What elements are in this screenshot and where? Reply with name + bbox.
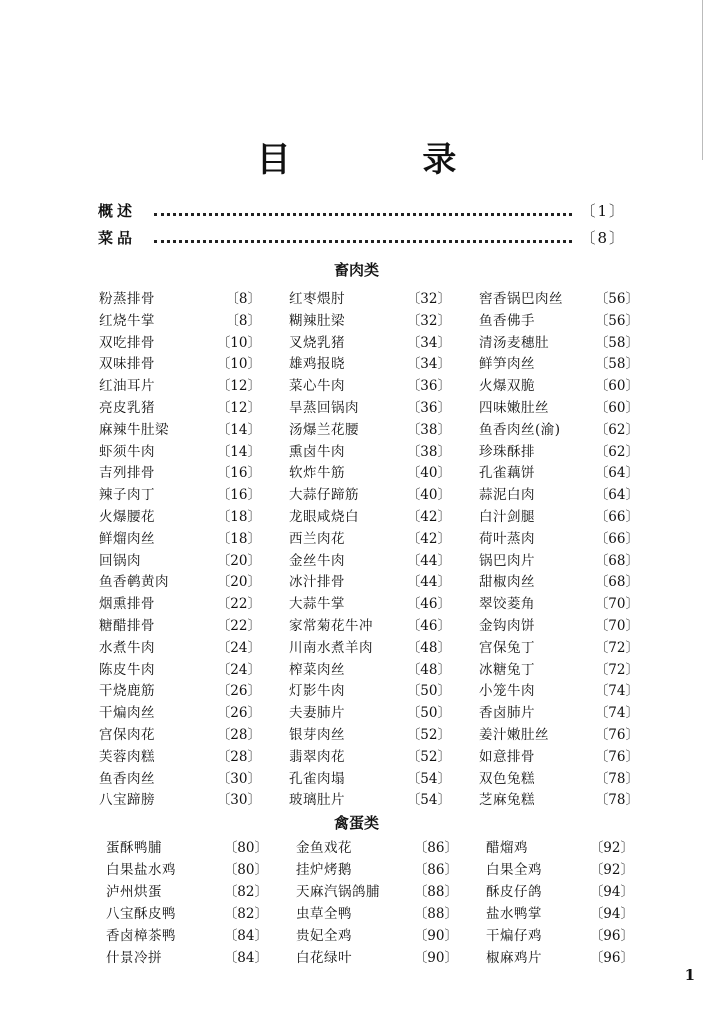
dish-page-number: 〔28〕 [216, 748, 261, 765]
dish-name: 粉蒸排骨 [99, 291, 155, 307]
dish-name: 榨菜肉丝 [289, 661, 345, 678]
toc-entry[interactable] [479, 527, 639, 549]
toc-entry[interactable] [289, 396, 479, 418]
toc-entry[interactable] [479, 592, 639, 614]
dish-page-number: 〔78〕 [594, 792, 639, 809]
dish-page-number: 〔52〕 [406, 726, 451, 743]
toc-entry[interactable] [106, 836, 296, 858]
toc-line-dishes[interactable] [98, 226, 626, 248]
dish-page-number: 〔82〕 [223, 884, 268, 900]
toc-entry[interactable] [289, 549, 479, 571]
dish-name: 四味嫩肚丝 [479, 399, 549, 416]
toc-entry[interactable] [289, 505, 479, 527]
toc-entry[interactable] [99, 745, 289, 767]
dish-name: 鱼香肉丝(渝) [479, 421, 561, 438]
toc-entry[interactable] [289, 374, 479, 396]
dish-page-number: 〔42〕 [406, 530, 451, 547]
toc-entry[interactable] [106, 924, 296, 946]
dish-page-number: 〔66〕 [594, 530, 639, 547]
dish-page-number: 〔34〕 [406, 334, 451, 351]
toc-entry[interactable] [289, 287, 479, 309]
dish-page-number: 〔92〕 [589, 862, 634, 878]
dish-name: 虾须牛肉 [99, 443, 155, 460]
toc-entry[interactable] [479, 396, 639, 418]
toc-entry[interactable] [479, 570, 639, 592]
dish-page-number: 〔10〕 [216, 334, 261, 351]
toc-entry[interactable] [479, 309, 639, 331]
toc-entry[interactable] [99, 440, 289, 462]
toc-entry[interactable] [106, 858, 296, 880]
dish-page-number: 〔44〕 [406, 574, 451, 591]
dish-page-number: 〔78〕 [594, 770, 639, 787]
dish-page-number: 〔14〕 [216, 443, 261, 460]
dish-page-number: 〔40〕 [406, 487, 451, 504]
toc-entry[interactable] [289, 527, 479, 549]
dish-name: 西兰肉花 [289, 530, 345, 547]
dish-page-number: 〔80〕 [223, 862, 268, 878]
dish-name: 如意排骨 [479, 748, 535, 765]
dish-page-number: 〔24〕 [216, 639, 261, 656]
dish-name: 宫保兔丁 [479, 639, 535, 656]
dish-name: 家常菊花牛冲 [289, 617, 373, 634]
dish-name: 鱼香鹌黄肉 [99, 574, 169, 591]
dish-page-number: 〔90〕 [413, 928, 458, 944]
toc-entry[interactable] [289, 592, 479, 614]
dish-name: 姜汁嫩肚丝 [479, 726, 549, 743]
dish-page-number: 〔32〕 [406, 312, 451, 329]
dish-page-number: 〔26〕 [216, 683, 261, 700]
toc-entry[interactable] [289, 440, 479, 462]
dish-page-number: 〔50〕 [406, 705, 451, 722]
dish-name: 辣子肉丁 [99, 487, 155, 504]
toc-entry[interactable] [479, 331, 639, 353]
toc-entry[interactable] [479, 745, 639, 767]
toc-entry[interactable] [99, 592, 289, 614]
dish-page-number: 〔64〕 [594, 487, 639, 504]
dish-page-number: 〔72〕 [594, 639, 639, 656]
toc-entry[interactable] [289, 614, 479, 636]
dish-name: 叉烧乳猪 [289, 334, 345, 351]
dish-page-number: 〔90〕 [413, 950, 458, 966]
dish-page-number: 〔18〕 [216, 530, 261, 547]
dish-name: 糊辣肚梁 [289, 312, 345, 329]
toc-entry[interactable] [106, 946, 296, 968]
dish-name: 干煸仔鸡 [486, 928, 542, 944]
dish-name: 亮皮乳猪 [99, 399, 155, 416]
toc-entry[interactable] [479, 461, 639, 483]
dish-name: 双味排骨 [99, 356, 155, 373]
dish-page-number: 〔54〕 [406, 792, 451, 809]
dish-page-number: 〔76〕 [594, 748, 639, 765]
dish-page-number: 〔20〕 [216, 574, 261, 591]
dish-name: 双色兔糕 [479, 770, 535, 787]
dish-name: 红烧牛掌 [99, 312, 155, 329]
dish-page-number: 〔56〕 [594, 291, 639, 307]
dish-page-number: 〔42〕 [406, 508, 451, 525]
dish-name: 挂炉烤鹅 [296, 862, 352, 878]
dish-page-number: 〔10〕 [216, 356, 261, 373]
dish-page-number: 〔46〕 [406, 617, 451, 634]
dish-name: 荷叶蒸肉 [479, 530, 535, 547]
toc-entry[interactable] [99, 483, 289, 505]
section-grid-meat [99, 287, 639, 810]
dish-name: 八宝蹄膀 [99, 792, 155, 809]
toc-label: 概述 [98, 202, 137, 220]
dish-name: 蒜泥白肉 [479, 487, 535, 504]
dish-page-number: 〔74〕 [594, 683, 639, 700]
dish-page-number: 〔30〕 [216, 792, 261, 809]
dish-name: 银芽肉丝 [289, 726, 345, 743]
dish-page-number: 〔54〕 [406, 770, 451, 787]
dish-name: 蛋酥鸭脯 [106, 840, 162, 856]
dish-name: 大蒜仔蹄筋 [289, 487, 359, 504]
toc-label: 菜品 [98, 229, 137, 247]
toc-entry[interactable] [479, 636, 639, 658]
dish-name: 芙蓉肉糕 [99, 748, 155, 765]
dot-leader [154, 240, 572, 243]
toc-entry[interactable] [99, 723, 289, 745]
dish-name: 香卤樟茶鸭 [106, 928, 176, 944]
dish-page-number: 〔30〕 [216, 770, 261, 787]
dish-page-number: 〔94〕 [589, 884, 634, 900]
dish-page-number: 〔20〕 [216, 552, 261, 569]
toc-entry[interactable] [99, 374, 289, 396]
dish-name: 锅巴肉片 [479, 552, 535, 569]
dish-name: 孔雀肉塌 [289, 770, 345, 787]
toc-entry[interactable] [486, 902, 634, 924]
dish-name: 双吃排骨 [99, 334, 155, 351]
dish-name: 酥皮仔鸽 [486, 884, 542, 900]
toc-entry[interactable] [479, 658, 639, 680]
dish-page-number: 〔48〕 [406, 661, 451, 678]
dish-page-number: 〔36〕 [406, 378, 451, 395]
dish-page-number: 〔12〕 [216, 399, 261, 416]
toc-entry[interactable] [289, 352, 479, 374]
dish-page-number: 〔86〕 [413, 862, 458, 878]
dish-page-number: 〔38〕 [406, 443, 451, 460]
dish-page-number: 〔36〕 [406, 399, 451, 416]
dish-page-number: 〔62〕 [594, 443, 639, 460]
toc-entry[interactable] [479, 352, 639, 374]
dish-name: 香卤肺片 [479, 705, 535, 722]
dish-name: 玻璃肚片 [289, 792, 345, 809]
dish-page-number: 〔18〕 [216, 508, 261, 525]
dish-page-number: 〔76〕 [594, 726, 639, 743]
dish-name: 金丝牛肉 [289, 552, 345, 569]
dish-name: 白果盐水鸡 [106, 862, 176, 878]
dish-name: 鱼香肉丝 [99, 770, 155, 787]
dish-page-number: 〔84〕 [223, 950, 268, 966]
dish-name: 鲜熘肉丝 [99, 530, 155, 547]
dish-page-number: 〔88〕 [413, 906, 458, 922]
dish-name: 甜椒肉丝 [479, 574, 535, 591]
dish-page-number: 〔40〕 [406, 465, 451, 482]
toc-entry[interactable] [99, 570, 289, 592]
toc-entry[interactable] [99, 418, 289, 440]
dish-name: 泸州烘蛋 [106, 884, 162, 900]
dish-page-number: 〔60〕 [594, 399, 639, 416]
toc-entry[interactable] [99, 767, 289, 789]
dish-page-number: 〔64〕 [594, 465, 639, 482]
dish-name: 灯影牛肉 [289, 683, 345, 700]
toc-entry[interactable] [479, 614, 639, 636]
dish-name: 椒麻鸡片 [486, 950, 542, 966]
dish-name: 醋熘鸡 [486, 840, 528, 856]
dish-name: 川南水煮羊肉 [289, 639, 373, 656]
dish-name: 红枣煨肘 [289, 291, 345, 307]
toc-entry[interactable] [99, 788, 289, 810]
dot-leader [154, 213, 572, 216]
dish-page-number: 〔92〕 [589, 840, 634, 856]
page-title: 目 录 [256, 140, 517, 180]
toc-entry[interactable] [479, 287, 639, 309]
toc-entry[interactable] [289, 701, 479, 723]
dish-name: 回锅肉 [99, 552, 141, 569]
dish-name: 什景冷拼 [106, 950, 162, 966]
toc-entry[interactable] [479, 440, 639, 462]
dish-name: 清汤麦穗肚 [479, 334, 549, 351]
dish-page-number: 〔60〕 [594, 378, 639, 395]
dish-page-number: 〔34〕 [406, 356, 451, 373]
toc-entry[interactable] [99, 527, 289, 549]
toc-entry[interactable] [479, 483, 639, 505]
toc-entry[interactable] [99, 287, 289, 309]
toc-entry[interactable] [296, 902, 486, 924]
toc-entry[interactable] [289, 309, 479, 331]
section-title-poultry-egg: 禽蛋类 [333, 814, 379, 832]
dish-name: 盐水鸭掌 [486, 906, 542, 922]
toc-entry[interactable] [99, 309, 289, 331]
dish-page-number: 〔32〕 [406, 291, 451, 307]
dish-page-number: 〔24〕 [216, 661, 261, 678]
dish-page-number: 〔46〕 [406, 596, 451, 613]
dish-name: 雄鸡报晓 [289, 356, 345, 373]
dish-page-number: 〔38〕 [406, 421, 451, 438]
dish-page-number: 〔56〕 [594, 312, 639, 329]
dish-page-number: 〔86〕 [413, 840, 458, 856]
toc-entry[interactable] [296, 924, 486, 946]
toc-entry[interactable] [479, 767, 639, 789]
toc-entry[interactable] [289, 679, 479, 701]
dish-page-number: 〔88〕 [413, 884, 458, 900]
toc-entry[interactable] [486, 880, 634, 902]
toc-entry[interactable] [99, 636, 289, 658]
dish-page-number: 〔14〕 [216, 421, 261, 438]
dish-page-number: 〔68〕 [594, 574, 639, 591]
dish-page-number: 〔70〕 [594, 617, 639, 634]
dish-name: 火爆腰花 [99, 508, 155, 525]
dish-page-number: 〔22〕 [216, 617, 261, 634]
toc-entry[interactable] [289, 461, 479, 483]
toc-entry[interactable] [289, 570, 479, 592]
toc-entry[interactable] [479, 701, 639, 723]
dish-page-number: 〔22〕 [216, 596, 261, 613]
dish-name: 冰糖兔丁 [479, 661, 535, 678]
dish-page-number: 〔74〕 [594, 705, 639, 722]
dish-name: 吉列排骨 [99, 465, 155, 482]
toc-entry[interactable] [99, 461, 289, 483]
toc-entry[interactable] [99, 679, 289, 701]
toc-entry[interactable] [296, 946, 486, 968]
dish-name: 孔雀藕饼 [479, 465, 535, 482]
dish-name: 大蒜牛掌 [289, 596, 345, 613]
dish-name: 珍珠酥排 [479, 443, 535, 460]
toc-entry[interactable] [99, 505, 289, 527]
dish-page-number: 〔94〕 [589, 906, 634, 922]
dish-name: 红油耳片 [99, 378, 155, 395]
dish-page-number: 〔70〕 [594, 596, 639, 613]
toc-entry[interactable] [479, 788, 639, 810]
toc-entry[interactable] [99, 701, 289, 723]
dish-page-number: 〔12〕 [216, 378, 261, 395]
dish-page-number: 〔82〕 [223, 906, 268, 922]
toc-entry[interactable] [106, 880, 296, 902]
toc-entry[interactable] [479, 418, 639, 440]
dish-name: 金鱼戏花 [296, 840, 352, 856]
toc-entry[interactable] [289, 767, 479, 789]
toc-page-number: 〔8〕 [580, 229, 626, 247]
dish-name: 水煮牛肉 [99, 639, 155, 656]
dish-page-number: 〔68〕 [594, 552, 639, 569]
dish-name: 白汁剑腿 [479, 508, 535, 525]
dish-name: 冰汁排骨 [289, 574, 345, 591]
dish-page-number: 〔62〕 [594, 421, 639, 438]
dish-name: 汤爆兰花腰 [289, 421, 359, 438]
section-title-meat: 畜肉类 [333, 261, 379, 279]
dish-name: 白果全鸡 [486, 862, 542, 878]
dish-page-number: 〔66〕 [594, 508, 639, 525]
toc-entry[interactable] [99, 352, 289, 374]
dish-name: 火爆双脆 [479, 378, 535, 395]
dish-page-number: 〔16〕 [216, 487, 261, 504]
toc-entry[interactable] [486, 836, 634, 858]
toc-entry[interactable] [479, 679, 639, 701]
toc-entry[interactable] [486, 924, 634, 946]
dish-name: 陈皮牛肉 [99, 661, 155, 678]
dish-page-number: 〔44〕 [406, 552, 451, 569]
dish-page-number: 〔28〕 [216, 726, 261, 743]
toc-entry[interactable] [486, 946, 634, 968]
dish-name: 麻辣牛肚梁 [99, 421, 169, 438]
toc-entry[interactable] [479, 505, 639, 527]
dish-name: 翡翠肉花 [289, 748, 345, 765]
dish-page-number: 〔72〕 [594, 661, 639, 678]
toc-line-overview[interactable] [98, 199, 626, 221]
dish-name: 龙眼咸烧白 [289, 508, 359, 525]
toc-entry[interactable] [289, 723, 479, 745]
toc-entry[interactable] [296, 836, 486, 858]
dish-name: 天麻汽锅鸽脯 [296, 884, 380, 900]
dish-name: 宫保肉花 [99, 726, 155, 743]
dish-page-number: 〔50〕 [406, 683, 451, 700]
dish-page-number: 〔96〕 [589, 950, 634, 966]
dish-page-number: 〔8〕 [225, 291, 261, 307]
toc-entry[interactable] [289, 331, 479, 353]
toc-entry[interactable] [296, 880, 486, 902]
dish-name: 翠饺菱角 [479, 596, 535, 613]
dish-name: 烟熏排骨 [99, 596, 155, 613]
toc-entry[interactable] [289, 418, 479, 440]
toc-entry[interactable] [106, 902, 296, 924]
dish-page-number: 〔58〕 [594, 334, 639, 351]
toc-entry[interactable] [289, 788, 479, 810]
dish-name: 窖香锅巴肉丝 [479, 291, 563, 307]
dish-name: 熏卤牛肉 [289, 443, 345, 460]
toc-entry[interactable] [99, 396, 289, 418]
dish-name: 软炸牛筋 [289, 465, 345, 482]
toc-entry[interactable] [99, 549, 289, 571]
dish-name: 夫妻肺片 [289, 705, 345, 722]
dish-name: 干煸肉丝 [99, 705, 155, 722]
dish-name: 糖醋排骨 [99, 617, 155, 634]
section-grid-poultry-egg [106, 836, 634, 968]
dish-name: 金钩肉饼 [479, 617, 535, 634]
dish-page-number: 〔48〕 [406, 639, 451, 656]
dish-name: 虫草全鸭 [296, 906, 352, 922]
toc-entry[interactable] [479, 549, 639, 571]
dish-name: 贵妃全鸡 [296, 928, 352, 944]
toc-entry[interactable] [99, 331, 289, 353]
dish-page-number: 〔96〕 [589, 928, 634, 944]
dish-name: 小笼牛肉 [479, 683, 535, 700]
toc-entry[interactable] [289, 636, 479, 658]
dish-page-number: 〔52〕 [406, 748, 451, 765]
toc-page-number: 〔1〕 [580, 202, 626, 220]
dish-page-number: 〔16〕 [216, 465, 261, 482]
page-number: 1 [684, 966, 695, 984]
toc-entry[interactable] [289, 483, 479, 505]
dish-page-number: 〔84〕 [223, 928, 268, 944]
dish-name: 白花绿叶 [296, 950, 352, 966]
toc-entry[interactable] [289, 658, 479, 680]
dish-page-number: 〔80〕 [223, 840, 268, 856]
toc-entry[interactable] [289, 745, 479, 767]
dish-name: 八宝酥皮鸭 [106, 906, 176, 922]
dish-name: 干烧鹿筋 [99, 683, 155, 700]
toc-entry[interactable] [479, 723, 639, 745]
dish-name: 菜心牛肉 [289, 378, 345, 395]
dish-page-number: 〔26〕 [216, 705, 261, 722]
dish-name: 鲜笋肉丝 [479, 356, 535, 373]
dish-page-number: 〔8〕 [225, 312, 261, 329]
dish-name: 鱼香佛手 [479, 312, 535, 329]
toc-entry[interactable] [99, 658, 289, 680]
dish-name: 芝麻兔糕 [479, 792, 535, 809]
toc-entry[interactable] [99, 614, 289, 636]
toc-entry[interactable] [296, 858, 486, 880]
dish-name: 旱蒸回锅肉 [289, 399, 359, 416]
toc-entry[interactable] [479, 374, 639, 396]
dish-page-number: 〔58〕 [594, 356, 639, 373]
toc-entry[interactable] [486, 858, 634, 880]
